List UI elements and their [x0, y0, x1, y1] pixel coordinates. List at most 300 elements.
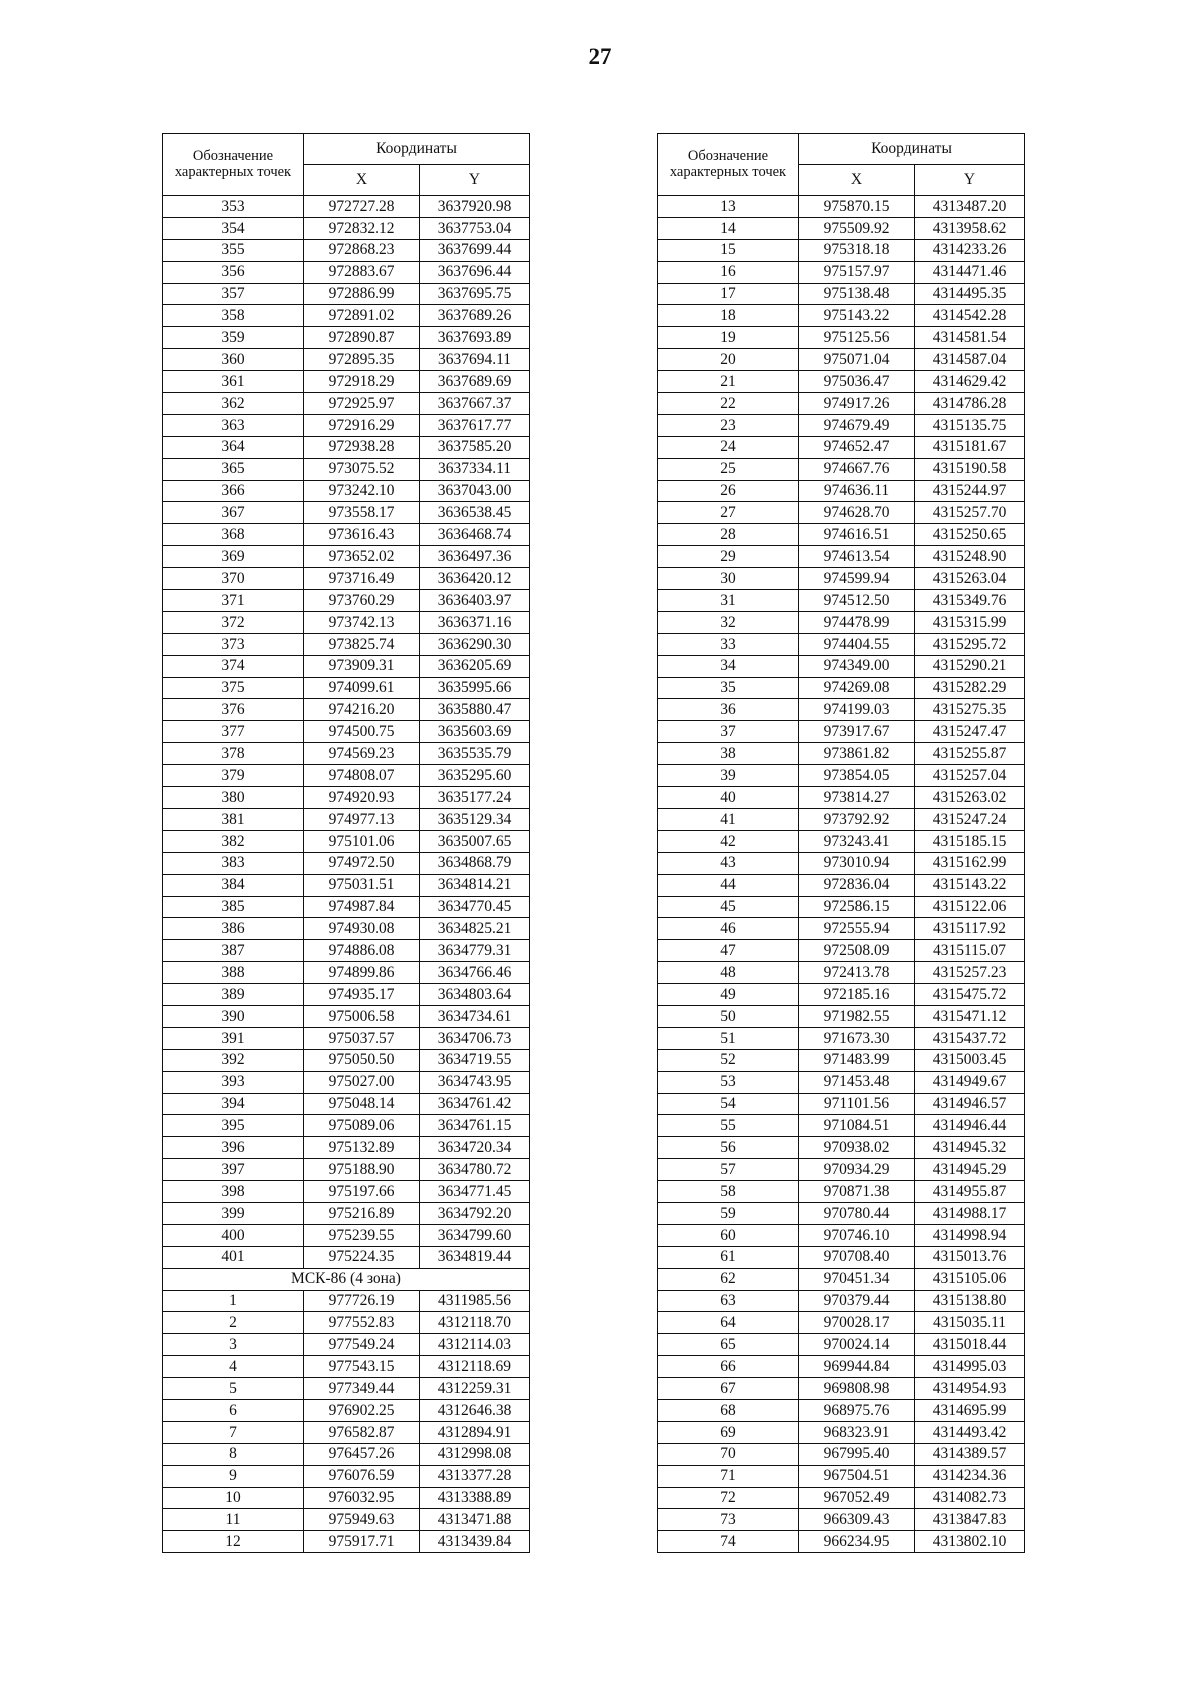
point-id-cell: 36 — [658, 699, 799, 721]
y-coordinate-cell: 3636205.69 — [420, 655, 530, 677]
point-id-cell: 365 — [163, 458, 304, 480]
table-row — [163, 808, 530, 830]
table-row — [163, 1399, 530, 1421]
point-id-cell: 15 — [658, 239, 799, 261]
y-coordinate-cell: 3634868.79 — [420, 852, 530, 874]
point-id-cell: 370 — [163, 568, 304, 590]
x-coordinate-cell: 974616.51 — [799, 524, 915, 546]
point-id-cell: 68 — [658, 1399, 799, 1421]
y-coordinate-cell: 4312998.08 — [420, 1443, 530, 1465]
y-coordinate-cell: 4315437.72 — [915, 1027, 1025, 1049]
y-coordinate-cell: 4315105.06 — [915, 1268, 1025, 1290]
point-id-cell: 56 — [658, 1137, 799, 1159]
x-coordinate-cell: 974269.08 — [799, 677, 915, 699]
x-coordinate-cell: 975071.04 — [799, 349, 915, 371]
table-row — [163, 327, 530, 349]
point-id-cell: 374 — [163, 655, 304, 677]
y-coordinate-cell: 3634743.95 — [420, 1071, 530, 1093]
point-id-cell: 67 — [658, 1378, 799, 1400]
point-id-cell: 12 — [163, 1531, 304, 1553]
x-coordinate-cell: 975917.71 — [304, 1531, 420, 1553]
page-number: 27 — [588, 44, 612, 69]
point-id-cell: 35 — [658, 677, 799, 699]
x-coordinate-cell: 970746.10 — [799, 1224, 915, 1246]
table-row — [163, 1290, 530, 1312]
x-coordinate-cell: 971982.55 — [799, 1005, 915, 1027]
x-coordinate-cell: 975089.06 — [304, 1115, 420, 1137]
y-coordinate-cell: 4315257.04 — [915, 765, 1025, 787]
y-coordinate-cell: 4314542.28 — [915, 305, 1025, 327]
point-id-cell: 72 — [658, 1487, 799, 1509]
x-coordinate-cell: 972886.99 — [304, 283, 420, 305]
point-id-cell: 41 — [658, 808, 799, 830]
x-coordinate-cell: 969944.84 — [799, 1356, 915, 1378]
table-row — [658, 874, 1025, 896]
point-id-cell: 43 — [658, 852, 799, 874]
x-coordinate-cell: 974808.07 — [304, 765, 420, 787]
x-coordinate-cell: 972895.35 — [304, 349, 420, 371]
table-row — [163, 699, 530, 721]
table-row — [658, 1159, 1025, 1181]
y-coordinate-cell: 3637753.04 — [420, 217, 530, 239]
table-row — [658, 393, 1025, 415]
x-coordinate-cell: 974569.23 — [304, 743, 420, 765]
point-id-cell: 383 — [163, 852, 304, 874]
y-coordinate-cell: 4314581.54 — [915, 327, 1025, 349]
point-id-cell: 10 — [163, 1487, 304, 1509]
x-column-header: X — [304, 165, 420, 196]
y-coordinate-cell: 3635880.47 — [420, 699, 530, 721]
y-coordinate-cell: 4314946.44 — [915, 1115, 1025, 1137]
x-coordinate-cell: 972508.09 — [799, 940, 915, 962]
point-id-cell: 354 — [163, 217, 304, 239]
y-coordinate-cell: 4314234.36 — [915, 1465, 1025, 1487]
table-row — [658, 1268, 1025, 1290]
y-coordinate-cell: 4315295.72 — [915, 633, 1025, 655]
x-coordinate-cell: 973742.13 — [304, 611, 420, 633]
y-coordinate-cell: 3637667.37 — [420, 393, 530, 415]
table-row — [658, 568, 1025, 590]
table-row — [163, 1005, 530, 1027]
y-coordinate-cell: 4315018.44 — [915, 1334, 1025, 1356]
point-id-cell: 5 — [163, 1378, 304, 1400]
point-column-header: Обозначение характерных точек — [658, 134, 799, 196]
table-row — [658, 1071, 1025, 1093]
point-id-cell: 368 — [163, 524, 304, 546]
point-id-cell: 69 — [658, 1421, 799, 1443]
y-coordinate-cell: 4312259.31 — [420, 1378, 530, 1400]
x-coordinate-cell: 973075.52 — [304, 458, 420, 480]
y-coordinate-cell: 4314945.32 — [915, 1137, 1025, 1159]
zone-row — [163, 1268, 530, 1290]
x-coordinate-cell: 973792.92 — [799, 808, 915, 830]
point-id-cell: 19 — [658, 327, 799, 349]
x-coordinate-cell: 972413.78 — [799, 962, 915, 984]
point-id-cell: 33 — [658, 633, 799, 655]
y-coordinate-cell: 4312114.03 — [420, 1334, 530, 1356]
table-row — [658, 1093, 1025, 1115]
x-coordinate-cell: 974972.50 — [304, 852, 420, 874]
x-coordinate-cell: 974935.17 — [304, 984, 420, 1006]
y-coordinate-cell: 4314493.42 — [915, 1421, 1025, 1443]
x-coordinate-cell: 974199.03 — [799, 699, 915, 721]
table-row — [658, 808, 1025, 830]
x-coordinate-cell: 975870.15 — [799, 196, 915, 218]
x-coordinate-cell: 970708.40 — [799, 1246, 915, 1268]
x-coordinate-cell: 974599.94 — [799, 568, 915, 590]
x-coordinate-cell: 975216.89 — [304, 1202, 420, 1224]
point-id-cell: 73 — [658, 1509, 799, 1531]
y-coordinate-cell: 4315035.11 — [915, 1312, 1025, 1334]
table-row — [163, 239, 530, 261]
table-row — [658, 305, 1025, 327]
x-coordinate-cell: 973242.10 — [304, 480, 420, 502]
x-coordinate-cell: 970028.17 — [799, 1312, 915, 1334]
y-coordinate-cell: 3635177.24 — [420, 787, 530, 809]
x-coordinate-cell: 973716.49 — [304, 568, 420, 590]
x-coordinate-cell: 977552.83 — [304, 1312, 420, 1334]
y-coordinate-cell: 3636497.36 — [420, 546, 530, 568]
x-coordinate-cell: 975132.89 — [304, 1137, 420, 1159]
x-coordinate-cell: 974512.50 — [799, 590, 915, 612]
x-coordinate-cell: 975143.22 — [799, 305, 915, 327]
y-coordinate-cell: 4314389.57 — [915, 1443, 1025, 1465]
y-coordinate-cell: 3636403.97 — [420, 590, 530, 612]
table-row — [163, 1421, 530, 1443]
x-coordinate-cell: 975224.35 — [304, 1246, 420, 1268]
y-coordinate-cell: 4312646.38 — [420, 1399, 530, 1421]
x-coordinate-cell: 974679.49 — [799, 414, 915, 436]
point-id-cell: 395 — [163, 1115, 304, 1137]
y-coordinate-cell: 4315263.04 — [915, 568, 1025, 590]
table-row — [163, 1181, 530, 1203]
x-coordinate-cell: 970024.14 — [799, 1334, 915, 1356]
x-coordinate-cell: 973909.31 — [304, 655, 420, 677]
point-id-cell: 8 — [163, 1443, 304, 1465]
x-coordinate-cell: 975949.63 — [304, 1509, 420, 1531]
x-coordinate-cell: 972555.94 — [799, 918, 915, 940]
x-coordinate-cell: 976076.59 — [304, 1465, 420, 1487]
point-id-cell: 386 — [163, 918, 304, 940]
point-id-cell: 382 — [163, 830, 304, 852]
table-row — [658, 1378, 1025, 1400]
y-coordinate-cell: 3637334.11 — [420, 458, 530, 480]
y-coordinate-cell: 4315255.87 — [915, 743, 1025, 765]
table-row — [658, 1290, 1025, 1312]
x-coordinate-cell: 974930.08 — [304, 918, 420, 940]
table-row — [658, 1181, 1025, 1203]
x-coordinate-cell: 970780.44 — [799, 1202, 915, 1224]
table-row — [658, 896, 1025, 918]
y-coordinate-cell: 4315471.12 — [915, 1005, 1025, 1027]
x-coordinate-cell: 968975.76 — [799, 1399, 915, 1421]
x-coordinate-cell: 974404.55 — [799, 633, 915, 655]
point-id-cell: 2 — [163, 1312, 304, 1334]
point-id-cell: 32 — [658, 611, 799, 633]
table-row — [163, 590, 530, 612]
point-id-cell: 9 — [163, 1465, 304, 1487]
point-id-cell: 37 — [658, 721, 799, 743]
point-id-cell: 11 — [163, 1509, 304, 1531]
x-coordinate-cell: 975138.48 — [799, 283, 915, 305]
x-coordinate-cell: 974500.75 — [304, 721, 420, 743]
y-coordinate-cell: 3636538.45 — [420, 502, 530, 524]
x-coordinate-cell: 974987.84 — [304, 896, 420, 918]
table-row — [658, 1027, 1025, 1049]
point-id-cell: 399 — [163, 1202, 304, 1224]
y-coordinate-cell: 3634825.21 — [420, 918, 530, 940]
x-coordinate-cell: 972925.97 — [304, 393, 420, 415]
point-id-cell: 31 — [658, 590, 799, 612]
table-row — [163, 852, 530, 874]
x-coordinate-cell: 972836.04 — [799, 874, 915, 896]
y-coordinate-cell: 3634779.31 — [420, 940, 530, 962]
y-coordinate-cell: 3634771.45 — [420, 1181, 530, 1203]
table-row — [658, 633, 1025, 655]
zone-label: МСК-86 (4 зона) — [163, 1268, 530, 1290]
x-coordinate-cell: 975188.90 — [304, 1159, 420, 1181]
point-id-cell: 3 — [163, 1334, 304, 1356]
x-coordinate-cell: 975239.55 — [304, 1224, 420, 1246]
table-row — [658, 721, 1025, 743]
y-coordinate-cell: 4315143.22 — [915, 874, 1025, 896]
y-coordinate-cell: 3635129.34 — [420, 808, 530, 830]
x-coordinate-cell: 975027.00 — [304, 1071, 420, 1093]
table-row — [163, 1487, 530, 1509]
table-row — [163, 896, 530, 918]
table-row — [658, 1224, 1025, 1246]
x-coordinate-cell: 977349.44 — [304, 1378, 420, 1400]
point-id-cell: 4 — [163, 1356, 304, 1378]
x-coordinate-cell: 974667.76 — [799, 458, 915, 480]
table-row — [658, 1421, 1025, 1443]
y-coordinate-cell: 4312894.91 — [420, 1421, 530, 1443]
point-id-cell: 25 — [658, 458, 799, 480]
x-coordinate-cell: 975509.92 — [799, 217, 915, 239]
table-row — [658, 1202, 1025, 1224]
x-coordinate-cell: 975050.50 — [304, 1049, 420, 1071]
y-coordinate-cell: 4313439.84 — [420, 1531, 530, 1553]
point-id-cell: 361 — [163, 371, 304, 393]
table-row — [658, 765, 1025, 787]
x-column-header: X — [799, 165, 915, 196]
y-coordinate-cell: 4314629.42 — [915, 371, 1025, 393]
y-coordinate-cell: 3635007.65 — [420, 830, 530, 852]
x-coordinate-cell: 971673.30 — [799, 1027, 915, 1049]
y-column-header: Y — [915, 165, 1025, 196]
table-row — [658, 743, 1025, 765]
table-row — [163, 1334, 530, 1356]
point-id-cell: 377 — [163, 721, 304, 743]
y-coordinate-cell: 4314587.04 — [915, 349, 1025, 371]
y-coordinate-cell: 4315247.47 — [915, 721, 1025, 743]
point-id-cell: 6 — [163, 1399, 304, 1421]
x-coordinate-cell: 974886.08 — [304, 940, 420, 962]
table-row — [163, 830, 530, 852]
table-row — [163, 984, 530, 1006]
point-id-cell: 18 — [658, 305, 799, 327]
y-coordinate-cell: 3634766.46 — [420, 962, 530, 984]
point-id-cell: 16 — [658, 261, 799, 283]
y-coordinate-cell: 3637585.20 — [420, 436, 530, 458]
table-row — [658, 1312, 1025, 1334]
point-id-cell: 20 — [658, 349, 799, 371]
table-row — [163, 436, 530, 458]
table-row — [658, 546, 1025, 568]
y-coordinate-cell: 4313377.28 — [420, 1465, 530, 1487]
point-id-cell: 13 — [658, 196, 799, 218]
x-coordinate-cell: 975048.14 — [304, 1093, 420, 1115]
x-coordinate-cell: 973558.17 — [304, 502, 420, 524]
y-coordinate-cell: 4314233.26 — [915, 239, 1025, 261]
y-coordinate-cell: 4315282.29 — [915, 677, 1025, 699]
table-row — [163, 743, 530, 765]
point-id-cell: 59 — [658, 1202, 799, 1224]
y-coordinate-cell: 3637693.89 — [420, 327, 530, 349]
point-id-cell: 70 — [658, 1443, 799, 1465]
table-row — [658, 962, 1025, 984]
table-row — [658, 1334, 1025, 1356]
x-coordinate-cell: 973861.82 — [799, 743, 915, 765]
point-id-cell: 29 — [658, 546, 799, 568]
point-id-cell: 21 — [658, 371, 799, 393]
table-row — [658, 1509, 1025, 1531]
table-row — [163, 633, 530, 655]
point-id-cell: 26 — [658, 480, 799, 502]
table-body — [163, 196, 530, 1269]
y-coordinate-cell: 3634761.42 — [420, 1093, 530, 1115]
y-coordinate-cell: 4315185.15 — [915, 830, 1025, 852]
y-coordinate-cell: 4314946.57 — [915, 1093, 1025, 1115]
y-coordinate-cell: 3635603.69 — [420, 721, 530, 743]
y-coordinate-cell: 4314954.93 — [915, 1378, 1025, 1400]
point-id-cell: 54 — [658, 1093, 799, 1115]
table-row — [658, 458, 1025, 480]
point-id-cell: 357 — [163, 283, 304, 305]
table-row — [658, 1443, 1025, 1465]
x-coordinate-cell: 973854.05 — [799, 765, 915, 787]
x-coordinate-cell: 974478.99 — [799, 611, 915, 633]
point-id-cell: 22 — [658, 393, 799, 415]
table-row — [658, 940, 1025, 962]
point-id-cell: 71 — [658, 1465, 799, 1487]
y-coordinate-cell: 4312118.70 — [420, 1312, 530, 1334]
y-coordinate-cell: 4315250.65 — [915, 524, 1025, 546]
point-id-cell: 400 — [163, 1224, 304, 1246]
point-id-cell: 74 — [658, 1531, 799, 1553]
y-coordinate-cell: 3637920.98 — [420, 196, 530, 218]
x-coordinate-cell: 974216.20 — [304, 699, 420, 721]
y-coordinate-cell: 3634706.73 — [420, 1027, 530, 1049]
table-row — [658, 677, 1025, 699]
y-coordinate-cell: 4314786.28 — [915, 393, 1025, 415]
x-coordinate-cell: 966309.43 — [799, 1509, 915, 1531]
table-row — [658, 611, 1025, 633]
table-row — [163, 305, 530, 327]
x-coordinate-cell: 975036.47 — [799, 371, 915, 393]
point-id-cell: 387 — [163, 940, 304, 962]
point-id-cell: 367 — [163, 502, 304, 524]
x-coordinate-cell: 975037.57 — [304, 1027, 420, 1049]
point-id-cell: 355 — [163, 239, 304, 261]
table-row — [658, 1137, 1025, 1159]
point-id-cell: 360 — [163, 349, 304, 371]
x-coordinate-cell: 974099.61 — [304, 677, 420, 699]
table-row — [163, 765, 530, 787]
y-coordinate-cell: 3634792.20 — [420, 1202, 530, 1224]
point-id-cell: 398 — [163, 1181, 304, 1203]
y-coordinate-cell: 3637694.11 — [420, 349, 530, 371]
y-coordinate-cell: 3634799.60 — [420, 1224, 530, 1246]
table-row — [163, 568, 530, 590]
point-id-cell: 65 — [658, 1334, 799, 1356]
table-row — [163, 1224, 530, 1246]
x-coordinate-cell: 973010.94 — [799, 852, 915, 874]
point-id-cell: 356 — [163, 261, 304, 283]
x-coordinate-cell: 969808.98 — [799, 1378, 915, 1400]
point-id-cell: 39 — [658, 765, 799, 787]
point-id-cell: 391 — [163, 1027, 304, 1049]
point-id-cell: 58 — [658, 1181, 799, 1203]
x-coordinate-cell: 972185.16 — [799, 984, 915, 1006]
table-row — [163, 787, 530, 809]
point-id-cell: 362 — [163, 393, 304, 415]
y-coordinate-cell: 4311985.56 — [420, 1290, 530, 1312]
x-coordinate-cell: 975101.06 — [304, 830, 420, 852]
point-id-cell: 358 — [163, 305, 304, 327]
x-coordinate-cell: 975125.56 — [799, 327, 915, 349]
table-row — [163, 1246, 530, 1268]
point-id-cell: 57 — [658, 1159, 799, 1181]
table-row — [163, 393, 530, 415]
table-row — [163, 655, 530, 677]
point-id-cell: 55 — [658, 1115, 799, 1137]
y-coordinate-cell: 3634770.45 — [420, 896, 530, 918]
y-coordinate-cell: 3637617.77 — [420, 414, 530, 436]
table-row — [163, 1027, 530, 1049]
point-id-cell: 392 — [163, 1049, 304, 1071]
y-coordinate-cell: 4315244.97 — [915, 480, 1025, 502]
y-coordinate-cell: 3634780.72 — [420, 1159, 530, 1181]
x-coordinate-cell: 975197.66 — [304, 1181, 420, 1203]
y-coordinate-cell: 3634761.15 — [420, 1115, 530, 1137]
y-coordinate-cell: 4315190.58 — [915, 458, 1025, 480]
table-row — [163, 1202, 530, 1224]
table-header — [163, 134, 530, 196]
y-coordinate-cell: 4314695.99 — [915, 1399, 1025, 1421]
point-id-cell: 394 — [163, 1093, 304, 1115]
x-coordinate-cell: 973616.43 — [304, 524, 420, 546]
x-coordinate-cell: 975006.58 — [304, 1005, 420, 1027]
y-coordinate-cell: 3635295.60 — [420, 765, 530, 787]
x-coordinate-cell: 972883.67 — [304, 261, 420, 283]
point-id-cell: 45 — [658, 896, 799, 918]
table-row — [658, 414, 1025, 436]
y-coordinate-cell: 4315290.21 — [915, 655, 1025, 677]
table-row — [163, 1071, 530, 1093]
x-coordinate-cell: 974652.47 — [799, 436, 915, 458]
table-row — [163, 1137, 530, 1159]
point-id-cell: 52 — [658, 1049, 799, 1071]
x-coordinate-cell: 966234.95 — [799, 1531, 915, 1553]
table-body — [163, 1290, 530, 1553]
point-id-cell: 53 — [658, 1071, 799, 1093]
table-row — [163, 1465, 530, 1487]
point-id-cell: 384 — [163, 874, 304, 896]
table-row — [658, 524, 1025, 546]
x-coordinate-cell: 970451.34 — [799, 1268, 915, 1290]
x-coordinate-cell: 974920.93 — [304, 787, 420, 809]
